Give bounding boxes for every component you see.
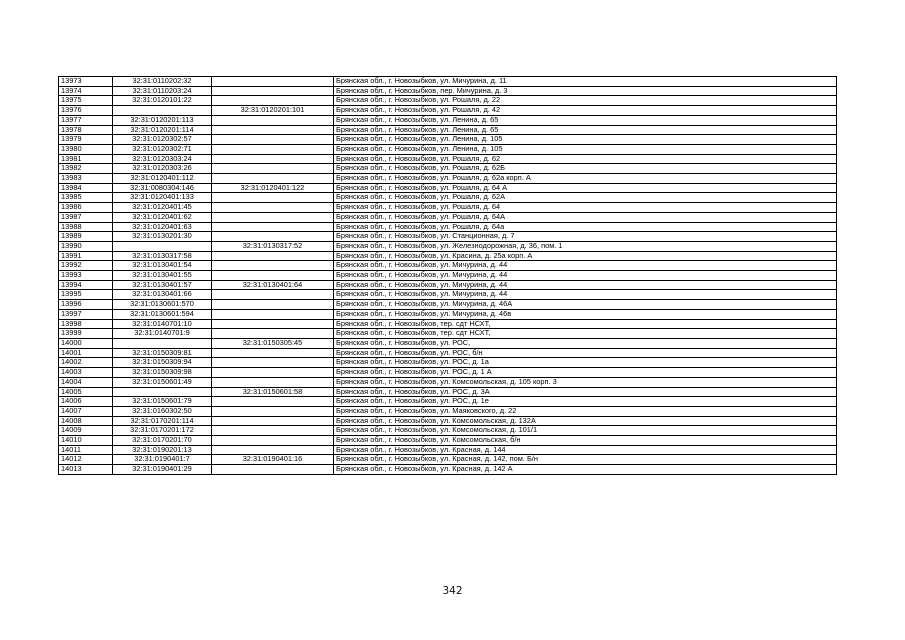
related-cadastral-number-cell: 32:31:0130317:52	[212, 241, 334, 251]
address-cell: Брянская обл., г. Новозыбков, ул. Рошаля, д. 22	[334, 96, 837, 106]
row-number-cell: 13977	[59, 115, 113, 125]
related-cadastral-number-cell	[212, 261, 334, 271]
cadastral-number-cell: 32:31:0150309:81	[113, 348, 212, 358]
table-row	[59, 251, 837, 261]
related-cadastral-number-cell	[212, 465, 334, 475]
related-cadastral-number-cell	[212, 154, 334, 164]
row-number-cell: 14004	[59, 377, 113, 387]
address-cell: Брянская обл., г. Новозыбков, ул. Рошаля, д. 62а корп. А	[334, 174, 837, 184]
table-row	[59, 96, 837, 106]
related-cadastral-number-cell	[212, 135, 334, 145]
table-row	[59, 387, 837, 397]
related-cadastral-number-cell	[212, 77, 334, 87]
cadastral-number-cell: 32:31:0120401:112	[113, 174, 212, 184]
related-cadastral-number-cell	[212, 300, 334, 310]
address-cell: Брянская обл., г. Новозыбков, ул. РОС,	[334, 338, 837, 348]
related-cadastral-number-cell	[212, 377, 334, 387]
related-cadastral-number-cell	[212, 329, 334, 339]
cadastral-number-cell: 32:31:0190201:13	[113, 445, 212, 455]
related-cadastral-number-cell	[212, 125, 334, 135]
row-number-cell: 13996	[59, 300, 113, 310]
row-number-cell: 13991	[59, 251, 113, 261]
row-number-cell: 13990	[59, 241, 113, 251]
row-number-cell: 13973	[59, 77, 113, 87]
related-cadastral-number-cell	[212, 426, 334, 436]
row-number-cell: 13980	[59, 144, 113, 154]
address-cell: Брянская обл., г. Новозыбков, ул. Красная, д. 144	[334, 445, 837, 455]
table-row	[59, 280, 837, 290]
table-row	[59, 164, 837, 174]
table-row	[59, 329, 837, 339]
row-number-cell: 14011	[59, 445, 113, 455]
cadastral-number-cell: 32:31:0130317:58	[113, 251, 212, 261]
table-row	[59, 193, 837, 203]
row-number-cell: 14006	[59, 397, 113, 407]
table-row	[59, 377, 837, 387]
table-row	[59, 183, 837, 193]
cadastral-number-cell: 32:31:0190401:29	[113, 465, 212, 475]
cadastral-number-cell: 32:31:0120401:133	[113, 193, 212, 203]
row-number-cell: 14005	[59, 387, 113, 397]
address-cell: Брянская обл., г. Новозыбков, ул. Рошаля, д. 64	[334, 203, 837, 213]
related-cadastral-number-cell	[212, 193, 334, 203]
row-number-cell: 13982	[59, 164, 113, 174]
address-cell: Брянская обл., г. Новозыбков, ул. Красина, д. 25а корп. А	[334, 251, 837, 261]
cadastral-number-cell: 32:31:0130601:570	[113, 300, 212, 310]
related-cadastral-number-cell	[212, 222, 334, 232]
address-cell: Брянская обл., г. Новозыбков, ул. Красная, д. 142, пом. Б/н	[334, 455, 837, 465]
related-cadastral-number-cell	[212, 96, 334, 106]
address-cell: Брянская обл., г. Новозыбков, ул. Ленина, д. 65	[334, 125, 837, 135]
cadastral-number-cell: 32:31:0130401:57	[113, 280, 212, 290]
table-row	[59, 222, 837, 232]
table-row	[59, 406, 837, 416]
cadastral-number-cell: 32:31:0130401:66	[113, 290, 212, 300]
related-cadastral-number-cell	[212, 212, 334, 222]
table-row	[59, 348, 837, 358]
table-row	[59, 319, 837, 329]
row-number-cell: 13988	[59, 222, 113, 232]
related-cadastral-number-cell	[212, 348, 334, 358]
related-cadastral-number-cell: 32:31:0120201:101	[212, 106, 334, 116]
address-cell: Брянская обл., г. Новозыбков, ул. Рошаля, д. 62	[334, 154, 837, 164]
cadastral-number-cell: 32:31:0120303:26	[113, 164, 212, 174]
cadastral-number-cell: 32:31:0120201:113	[113, 115, 212, 125]
related-cadastral-number-cell: 32:31:0130401:64	[212, 280, 334, 290]
related-cadastral-number-cell	[212, 115, 334, 125]
table-row	[59, 115, 837, 125]
cadastral-number-cell: 32:31:0080304:146	[113, 183, 212, 193]
table-row	[59, 174, 837, 184]
related-cadastral-number-cell	[212, 309, 334, 319]
row-number-cell: 14008	[59, 416, 113, 426]
table-row	[59, 144, 837, 154]
row-number-cell: 13981	[59, 154, 113, 164]
cadastral-number-cell: 32:31:0120101:22	[113, 96, 212, 106]
related-cadastral-number-cell	[212, 251, 334, 261]
row-number-cell: 14002	[59, 358, 113, 368]
row-number-cell: 14013	[59, 465, 113, 475]
table-row	[59, 465, 837, 475]
related-cadastral-number-cell	[212, 416, 334, 426]
row-number-cell: 13984	[59, 183, 113, 193]
row-number-cell: 13999	[59, 329, 113, 339]
related-cadastral-number-cell	[212, 368, 334, 378]
cadastral-number-cell	[113, 106, 212, 116]
cadastral-number-cell: 32:31:0130601:594	[113, 309, 212, 319]
related-cadastral-number-cell	[212, 290, 334, 300]
row-number-cell: 13994	[59, 280, 113, 290]
cadastral-number-cell	[113, 387, 212, 397]
address-cell: Брянская обл., г. Новозыбков, ул. Рошаля, д. 42	[334, 106, 837, 116]
related-cadastral-number-cell	[212, 144, 334, 154]
related-cadastral-number-cell	[212, 174, 334, 184]
table-row	[59, 358, 837, 368]
table-row	[59, 397, 837, 407]
page-number: 342	[442, 585, 463, 597]
table-row	[59, 271, 837, 281]
row-number-cell: 13998	[59, 319, 113, 329]
row-number-cell: 13975	[59, 96, 113, 106]
cadastral-number-cell: 32:31:0170201:70	[113, 436, 212, 446]
cadastral-number-cell: 32:31:0140701:10	[113, 319, 212, 329]
row-number-cell: 14010	[59, 436, 113, 446]
related-cadastral-number-cell: 32:31:0150305:45	[212, 338, 334, 348]
cadastral-number-cell: 32:31:0150309:98	[113, 368, 212, 378]
row-number-cell: 14000	[59, 338, 113, 348]
row-number-cell: 13997	[59, 309, 113, 319]
table-row	[59, 436, 837, 446]
table-row	[59, 416, 837, 426]
table-row	[59, 135, 837, 145]
related-cadastral-number-cell	[212, 406, 334, 416]
cadastral-number-cell: 32:31:0150601:79	[113, 397, 212, 407]
address-cell: Брянская обл., г. Новозыбков, тер. сдт НСХТ,	[334, 329, 837, 339]
address-cell: Брянская обл., г. Новозыбков, ул. Мичурина, д. 46в	[334, 309, 837, 319]
related-cadastral-number-cell	[212, 436, 334, 446]
cadastral-number-cell: 32:31:0150309:94	[113, 358, 212, 368]
address-cell: Брянская обл., г. Новозыбков, ул. Ленина, д. 105	[334, 144, 837, 154]
address-cell: Брянская обл., г. Новозыбков, ул. РОС, д. 1е	[334, 397, 837, 407]
cadastral-number-cell: 32:31:0110203:24	[113, 86, 212, 96]
table-row	[59, 368, 837, 378]
related-cadastral-number-cell	[212, 358, 334, 368]
cadastral-number-cell: 32:31:0120201:114	[113, 125, 212, 135]
row-number-cell: 14003	[59, 368, 113, 378]
cadastral-number-cell: 32:31:0120302:57	[113, 135, 212, 145]
row-number-cell: 13976	[59, 106, 113, 116]
table-row	[59, 125, 837, 135]
registry-table	[58, 76, 837, 475]
address-cell: Брянская обл., г. Новозыбков, ул. Мичурина, д. 44	[334, 271, 837, 281]
related-cadastral-number-cell: 32:31:0190401:16	[212, 455, 334, 465]
address-cell: Брянская обл., г. Новозыбков, ул. Ленина, д. 65	[334, 115, 837, 125]
table-row	[59, 290, 837, 300]
cadastral-number-cell: 32:31:0110202:32	[113, 77, 212, 87]
row-number-cell: 13974	[59, 86, 113, 96]
address-cell: Брянская обл., г. Новозыбков, ул. Мичурина, д. 44	[334, 261, 837, 271]
row-number-cell: 13978	[59, 125, 113, 135]
table-row	[59, 154, 837, 164]
cadastral-number-cell: 32:31:0190401:7	[113, 455, 212, 465]
row-number-cell: 13985	[59, 193, 113, 203]
address-cell: Брянская обл., г. Новозыбков, ул. Маяковского, д. 22	[334, 406, 837, 416]
table-row	[59, 212, 837, 222]
address-cell: Брянская обл., г. Новозыбков, ул. Мичурина, д. 44	[334, 290, 837, 300]
row-number-cell: 13989	[59, 232, 113, 242]
table-row	[59, 86, 837, 96]
cadastral-number-cell: 32:31:0120401:63	[113, 222, 212, 232]
related-cadastral-number-cell	[212, 203, 334, 213]
table-row	[59, 106, 837, 116]
related-cadastral-number-cell	[212, 86, 334, 96]
related-cadastral-number-cell	[212, 271, 334, 281]
cadastral-number-cell: 32:31:0120303:24	[113, 154, 212, 164]
address-cell: Брянская обл., г. Новозыбков, ул. Комсомольская, д. 101/1	[334, 426, 837, 436]
address-cell: Брянская обл., г. Новозыбков, ул. Рошаля, д. 62А	[334, 193, 837, 203]
address-cell: Брянская обл., г. Новозыбков, ул. РОС, д. 3А	[334, 387, 837, 397]
address-cell: Брянская обл., г. Новозыбков, ул. Рошаля, д. 64А	[334, 212, 837, 222]
table-row	[59, 203, 837, 213]
address-cell: Брянская обл., г. Новозыбков, ул. Красная, д. 142 А	[334, 465, 837, 475]
address-cell: Брянская обл., г. Новозыбков, ул. Мичурина, д. 44	[334, 280, 837, 290]
address-cell: Брянская обл., г. Новозыбков, ул. Рошаля, д. 64а	[334, 222, 837, 232]
table-row	[59, 261, 837, 271]
address-cell: Брянская обл., г. Новозыбков, ул. Железнодорожная, д. 36, пом. 1	[334, 241, 837, 251]
row-number-cell: 14012	[59, 455, 113, 465]
row-number-cell: 14009	[59, 426, 113, 436]
table-row	[59, 300, 837, 310]
table-row	[59, 309, 837, 319]
cadastral-number-cell: 32:31:0130201:30	[113, 232, 212, 242]
cadastral-number-cell: 32:31:0130401:55	[113, 271, 212, 281]
row-number-cell: 14007	[59, 406, 113, 416]
registry-table-body	[59, 77, 837, 475]
cadastral-number-cell: 32:31:0120302:71	[113, 144, 212, 154]
address-cell: Брянская обл., г. Новозыбков, тер. сдт НСХТ,	[334, 319, 837, 329]
cadastral-number-cell: 32:31:0170201:172	[113, 426, 212, 436]
row-number-cell: 13993	[59, 271, 113, 281]
cadastral-number-cell: 32:31:0120401:45	[113, 203, 212, 213]
address-cell: Брянская обл., г. Новозыбков, ул. Рошаля, д. 62Б	[334, 164, 837, 174]
table-row	[59, 77, 837, 87]
cadastral-number-cell: 32:31:0140701:9	[113, 329, 212, 339]
cadastral-number-cell: 32:31:0170201:114	[113, 416, 212, 426]
cadastral-number-cell: 32:31:0120401:62	[113, 212, 212, 222]
related-cadastral-number-cell	[212, 319, 334, 329]
table-row	[59, 338, 837, 348]
address-cell: Брянская обл., г. Новозыбков, ул. Мичурина, д. 11	[334, 77, 837, 87]
related-cadastral-number-cell: 32:31:0120401:122	[212, 183, 334, 193]
cadastral-number-cell	[113, 338, 212, 348]
related-cadastral-number-cell	[212, 397, 334, 407]
address-cell: Брянская обл., г. Новозыбков, ул. Комсомольская, д. 132А	[334, 416, 837, 426]
registry-sheet	[58, 76, 836, 475]
address-cell: Брянская обл., г. Новозыбков, ул. Комсомольская, д. 105 корп. 3	[334, 377, 837, 387]
row-number-cell: 13986	[59, 203, 113, 213]
row-number-cell: 14001	[59, 348, 113, 358]
related-cadastral-number-cell	[212, 232, 334, 242]
address-cell: Брянская обл., г. Новозыбков, ул. РОС, д. 1 А	[334, 368, 837, 378]
address-cell: Брянская обл., г. Новозыбков, ул. Мичурина, д. 46А	[334, 300, 837, 310]
related-cadastral-number-cell	[212, 445, 334, 455]
cadastral-number-cell: 32:31:0130401:54	[113, 261, 212, 271]
table-row	[59, 445, 837, 455]
table-row	[59, 455, 837, 465]
row-number-cell: 13992	[59, 261, 113, 271]
cadastral-number-cell: 32:31:0150601:49	[113, 377, 212, 387]
related-cadastral-number-cell	[212, 164, 334, 174]
cadastral-number-cell: 32:31:0160302:50	[113, 406, 212, 416]
row-number-cell: 13983	[59, 174, 113, 184]
address-cell: Брянская обл., г. Новозыбков, ул. РОС, д. 1а	[334, 358, 837, 368]
row-number-cell: 13979	[59, 135, 113, 145]
table-row	[59, 241, 837, 251]
related-cadastral-number-cell: 32:31:0150601:58	[212, 387, 334, 397]
address-cell: Брянская обл., г. Новозыбков, ул. Ленина, д. 105	[334, 135, 837, 145]
cadastral-number-cell	[113, 241, 212, 251]
address-cell: Брянская обл., г. Новозыбков, ул. Рошаля, д. 64 А	[334, 183, 837, 193]
address-cell: Брянская обл., г. Новозыбков, ул. РОС, б/н	[334, 348, 837, 358]
address-cell: Брянская обл., г. Новозыбков, ул. Станционная, д. 7	[334, 232, 837, 242]
row-number-cell: 13987	[59, 212, 113, 222]
address-cell: Брянская обл., г. Новозыбков, пер. Мичурина, д. 3	[334, 86, 837, 96]
table-row	[59, 426, 837, 436]
row-number-cell: 13995	[59, 290, 113, 300]
address-cell: Брянская обл., г. Новозыбков, ул. Комсомольская, б/н	[334, 436, 837, 446]
table-row	[59, 232, 837, 242]
